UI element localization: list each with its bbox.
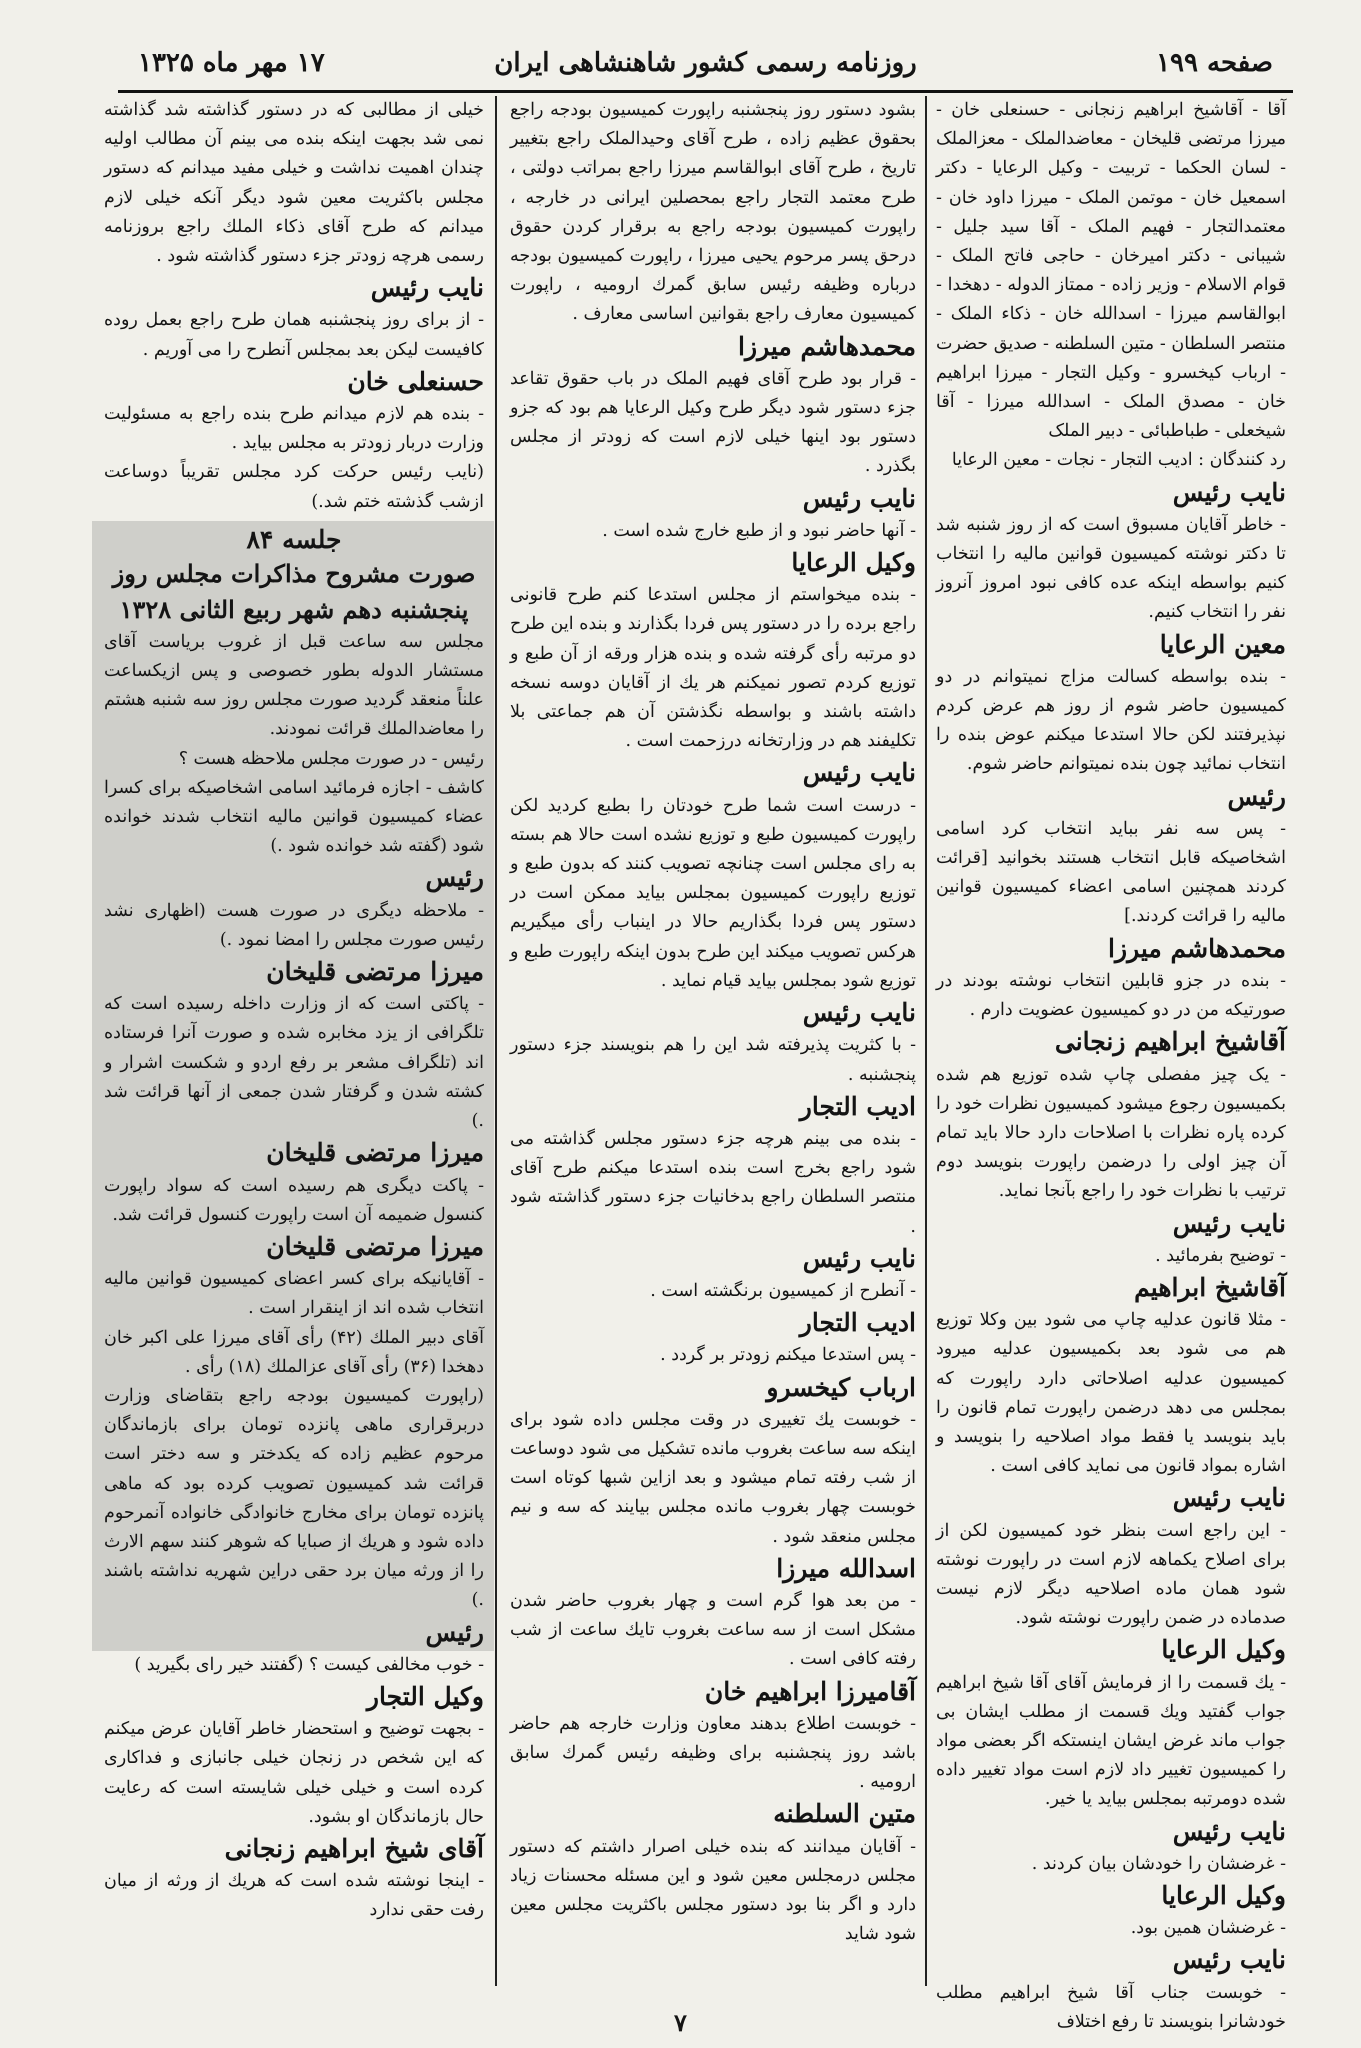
speaker-name: ادیب التجار (799, 1308, 916, 1338)
paragraph: رئیس - در صورت مجلس ملاحظه هست ؟ (178, 748, 484, 769)
speaker-name: حسنعلی خان (347, 366, 484, 396)
paragraph: کاشف - اجازه فرمائید اسامی اشخاصیکه برای کسرا عضاء کمیسیون قوانین مالیه انتخاب شدند خوانده شود (گفته شد خوانده شود .) (104, 777, 484, 857)
speaker-name: نایب رئیس (802, 758, 916, 788)
paragraph: آقا - آقاشیخ ابراهیم زنجانی - حسنعلی خان - میرزا مرتضی قلیخان - معاضدالملک - معزالملک - لسان الحکما - تربیت - وکیل الرعایا - دکتر اسمعیل خان - موتمن الملک - میرزا داود خان - معتمدالتجار - فهیم الملک - آقا سید جلیل - شیبانی - دکتر امیرخان - حاجی فاتح الملک - قوام الاسلام - وزیر زاده - ممتاز الدوله - دهخدا - ابوالقاسم میرزا - اسدالله خان - ذکاء الملک - منتصر السلطان - متین السلطنه - صدیق حضرت - ارباب کیخسرو - وکیل التجار - میرزا ابراهیم خان - مصدق الملک - اسدالله میرزا - آقا شیخعلی - طباطبائی - دبیر الملک (936, 100, 1286, 442)
paragraph: - غرضشان را خودشان بیان کردند . (1031, 1853, 1286, 1874)
speaker-name: نایب رئیس (370, 273, 484, 303)
paragraph: - آقایانیکه برای کسر اعضای کمیسیون قوانین مالیه انتخاب شده اند از اینقرار است . (104, 1269, 484, 1319)
paragraph: خیلی از مطالبی که در دستور گذاشته شد گذاشته نمی شد بجهت اینکه بنده می بینم آن مطالب اولیه چندان اهمیت نداشت و خیلی مفید میدانم که دستور مجلس باکثریت معین شود دیگر آنکه خیلی لازم میدانم که طرح آقای ذکاء الملك راجع بروزنامه رسمی هرچه زودتر جزء دستور گذاشته شود . (104, 100, 484, 267)
paragraph: آقای دبیر الملك (۴۲) رأی آقای میرزا علی اکبر خان دهخدا (۳۶) رأی آقای عزالملك (۱۸) رأی . (104, 1327, 484, 1377)
speaker-name: محمدهاشم میرزا (1108, 933, 1286, 963)
paragraph: - خوبست یك تغییری در وقت مجلس داده شود برای اینکه سه ساعت بغروب مانده تشکیل می شود دوساعت از شب رفته تمام میشود و بعد ازاین شبها کوتاه است خوبست چهار بغروب مانده مجلس بیایند که سه و نیم مجلس منعقد شود . (510, 1409, 916, 1547)
paragraph: - با کثریت پذیرفته شد این را هم بنویسند جزء دستور پنجشنبه . (510, 1035, 916, 1085)
paragraph: - بنده هم لازم میدانم طرح بنده راجع به مسئولیت وزارت دربار زودتر به مجلس بیاید . (104, 404, 484, 454)
speaker-name: آقاشیخ ابراهیم زنجانی (1054, 1027, 1286, 1057)
speaker-name: رئیس (425, 863, 484, 893)
speaker-name: رئیس (425, 1617, 484, 1647)
paragraph: - از برای روز پنجشنبه همان طرح راجع بعمل روده کافیست لیکن بعد بمجلس آنطرح را می آوریم . (104, 310, 484, 360)
speaker-name: آقای شیخ ابراهیم زنجانی (224, 1833, 484, 1863)
speaker-name: نایب رئیس (1172, 1816, 1286, 1846)
paragraph: - درست است شما طرح خودتان را بطبع کردید لکن راپورت کمیسیون طبع و توزیع نشده است حالا هم بسته به رای مجلس است چنانچه تصویب کنند که بدون طبع و توزیع راپورت کمیسیون بمجلس بیاید ممکن است در دستور پس فردا بگذاریم حالا در اینباب رأی میگیریم هرکس تصویب میکند این طرح بدون اینکه راپورت طبع و توزیع شود بمجلس بیاید قیام نماید . (510, 795, 916, 991)
speaker-name: محمدهاشم میرزا (738, 331, 916, 361)
speaker-name: نایب رئیس (1172, 1208, 1286, 1238)
page-header (118, 42, 1293, 88)
speaker-name: معین الرعایا (1159, 629, 1286, 659)
column-right (936, 96, 1286, 2032)
speaker-name: وکیل الرعایا (1161, 1880, 1286, 1910)
paragraph: - یک چیز مفصلی چاپ شده توزیع هم شده بکمیسیون رجوع میشود کمیسیون نظرات خود را کرده پاره نظرات با اصلاحات دارد حالا باید تمام آن چیز اولی را درضمن راپورت بنویسد دوم ترتیب با نظرات خود را راجع بآنجا نماید. (936, 1064, 1286, 1202)
column-middle (510, 96, 916, 1986)
speaker-name: نایب رئیس (1172, 1945, 1286, 1975)
speaker-name: اسدالله میرزا (776, 1553, 916, 1583)
paragraph: - غرضشان همین بود. (1130, 1918, 1286, 1939)
speaker-name: آقاشیخ ابراهیم (1134, 1272, 1286, 1302)
paragraph: مجلس سه ساعت قبل از غروب بریاست آقای مستشار الدوله بطور خصوصی و پس ازیکساعت علناً منعقد گردید صورت مجلس روز سه شنبه هشتم را معاضدالملك قرائت نمودند. (104, 631, 484, 740)
paragraph: - بنده در جزو قابلین انتخاب نوشته بودند در صورتیکه من در دو کمیسیون عضویت دارم . (936, 970, 1286, 1021)
paragraph: (راپورت کمیسیون بودجه راجع بتقاضای وزارت دربرقراری ماهی پانزده تومان برای بازماندگان مرحوم عظیم زاده که یکدختر و سه دختر است قرائت شد کمیسیون تصویب کرده بود که ماهی پانزده تومان برای مخارج خانوادگی خانواده آنمرحوم داده شود و هریك از صبایا که شوهر کنند سهم الارث را از ورثه میان برد حقی دراین شهریه نداشته باشند .) (104, 1385, 484, 1611)
page-number: ۷ (674, 2008, 687, 2037)
paragraph: - خوبست جناب آقا شیخ ابراهیم مطلب خودشانرا بنویسند تا رفع اختلاف (936, 1982, 1286, 2032)
speaker-name: نایب رئیس (1172, 1483, 1286, 1513)
paragraph: - بنده بواسطه کسالت مزاج نمیتوانم در دو کمیسیون حاضر شوم از روز هم عرض کردم نپذیرفتند لکن حالا استدعا میکنم عوض بنده را انتخاب نمائید چون بنده نمیتوانم حاضر شوم. (936, 666, 1286, 775)
header-rule (118, 90, 1293, 93)
speaker-name: وکیل الرعایا (791, 548, 916, 578)
paragraph: - خوبست اطلاع بدهند معاون وزارت خارجه هم حاضر باشد روز پنجشنبه برای وظیفه رئیس گمرك سابق ارومیه . (510, 1713, 916, 1793)
column-left-top (104, 96, 484, 517)
paragraph: - پاکتی است که از وزارت داخله رسیده است که تلگرافی از یزد مخابره شده و صورت آنرا فرستاده اند (تلگراف مشعر بر رفع اردو و شکست اشرار و کشته شدن و گرفتار شدن جمعی از آنها قرائت شد .) (104, 994, 484, 1132)
paragraph: - اینجا نوشته شده است که هریك از ورثه از میان رفت حقی ندارد (104, 1871, 484, 1921)
paragraph: - پس سه نفر بباید انتخاب کرد اسامی اشخاصیکه قابل انتخاب هستند بخوانید [قرائت کردند همچنین اسامی اعضاء کمیسیون قوانین مالیه را قرائت کردند.] (936, 818, 1286, 927)
session-title: صورت مشروح مذاکرات مجلس روز پنجشنبه دهم شهر ربیع الثانی ۱۳۲۸ (112, 558, 476, 624)
paragraph: - یك قسمت را از فرمایش آقای آقا شیخ ابراهیم جواب گفتید ویك قسمت از مطلب ایشان بی جواب ماند غرض ایشان اینستکه اگر بعضی مواد را کمیسیون تغییر داد لازم است مواد تغییر داده شده دومرتبه بمجلس بیاید یا خیر. (936, 1672, 1286, 1810)
paragraph: - آنها حاضر نبود و از طبع خارج شده است . (602, 520, 916, 541)
speaker-name: ارباب کیخسرو (766, 1372, 916, 1402)
paragraph: - آنطرح از کمیسیون برنگشته است . (650, 1280, 916, 1301)
paragraph: - بنده می بینم هرچه جزء دستور مجلس گذاشته می شود راجع بخرج است بنده استدعا میکنم طرح آقای منتصر السلطان راجع بدخانیات جزء دستور گذاشته شود . (510, 1128, 916, 1237)
paragraph: رد کنندگان : ادیب التجار - نجات - معین الرعایا (951, 450, 1286, 471)
paragraph: - مثلا قانون عدلیه چاپ می شود بین وکلا توزیع هم می شود بعد بکمیسیون عدلیه میرود کمیسیون عدلیه اصلاحاتی دارد راپورت که بمجلس می دهد درضمن راپورت تمام قانون را باید بنویسد یا فقط مواد اصلاحیه را بنویسد و اشاره بمواد قانون می نماید کافی است . (936, 1310, 1286, 1477)
paragraph: - این راجع است بنظر خود کمیسیون لکن از برای اصلاح یکماهه لازم است در راپورت نوشته شود همان ماده اصلاحیه دیگر لازم نیست صدماده در ضمن راپورت نوشته شود. (936, 1520, 1286, 1629)
column-divider (925, 96, 927, 1986)
paragraph: - بنده میخواستم از مجلس استدعا کنم طرح قانونی راجع برده را در دستور پس فردا بگذارند و بنده این طرح دو مرتبه رأی گرفته شده و بنده هزار ورقه از آن طبع و توزیع کردم تصور نمیکنم هر یك از آقایان دوسه نسخه داشته باشند و بواسطه نگذشتن آن هم جماعتی بلا تکلیفند هم در وزارتخانه درزحمت است . (510, 585, 916, 752)
paragraph: - من بعد هوا گرم است و چهار بغروب حاضر شدن مشکل است از سه ساعت بغروب تایك ساعت از شب رفته کافی است . (510, 1590, 916, 1670)
paragraph: - پس استدعا میکنم زودتر بر گردد . (660, 1345, 916, 1366)
paragraph: - توضیح بفرمائید . (1155, 1245, 1286, 1266)
speaker-name: نایب رئیس (802, 998, 916, 1028)
session-body (104, 628, 484, 1926)
speaker-name: میرزا مرتضی قلیخان (266, 957, 484, 987)
paragraph: - پاکت دیگری هم رسیده است که سواد راپورت کنسول ضمیمه آن است راپورت کنسول قرائت شد. (104, 1175, 484, 1225)
paragraph: - خاطر آقایان مسبوق است که از روز شنبه شد تا دکتر نوشته کمیسیون قوانین مالیه را انتخاب کنیم بواسطه اینکه عده کافی نبود امروز آنروز نفر را انتخاب کنیم. (936, 514, 1286, 623)
page-label: صفحه ۱۹۹ (1156, 48, 1273, 78)
speaker-name: نایب رئیس (802, 483, 916, 513)
speaker-name: میرزا مرتضی قلیخان (266, 1138, 484, 1168)
paragraph: - خوب مخالفی کیست ؟ (گفتند خیر رای بگیرید ) (134, 1654, 484, 1675)
speaker-name: وکیل التجار (366, 1681, 484, 1711)
paragraph: (نایب رئیس حرکت کرد مجلس تقریباً دوساعت ازشب گذشته ختم شد.) (104, 462, 484, 512)
paragraph: - آقایان میدانند که بنده خیلی اصرار داشتم که دستور مجلس درمجلس معین شود و این مسئله محسنات زیاد دارد و اگر بنا بود دستور مجلس باکثریت مجلس معین شود شاید (510, 1836, 916, 1945)
speaker-name: نایب رئیس (1172, 477, 1286, 507)
paragraph: - ملاحظه دیگری در صورت هست (اظهاری نشد رئیس صورت مجلس را امضا نمود .) (104, 900, 484, 950)
paragraph: - قرار بود طرح آقای فهیم الملک در باب حقوق تقاعد جزء دستور شود دیگر طرح وکیل الرعایا هم بود که جزو دستور بود اینها خیلی لازم است که زودتر از مجلس بگذرد . (510, 368, 916, 477)
paragraph: بشود دستور روز پنجشنبه راپورت کمیسیون بودجه راجع بحقوق عظیم زاده ، طرح آقای وحیدالملک راجع بتغییر تاریخ ، طرح آقای ابوالقاسم میرزا راجع بمراتب دولتی ، طرح معتمد التجار راجع بمحصلین ایرانی در خارجه ، راپورت کمیسیون بودجه راجع به برقرار کردن حقوق درحق پسر مرحوم یحیی میرزا ، راپورت کمیسیون بودجه درباره وظیفه رئیس سابق گمرك ارومیه ، راپورت کمیسیون معارف راجع بقوانین اساسی معارف . (510, 100, 916, 325)
speaker-name: آقامیرزا ابراهیم خان (704, 1676, 916, 1706)
paragraph: - بجهت توضیح و استحضار خاطر آقایان عرض میکنم که این شخص در زنجان خیلی جانبازی و فداکاری کرده است و خیلی خیلی شایسته است که رعایت حال بازماندگان او بشود. (104, 1719, 484, 1827)
speaker-name: وکیل الرعایا (1161, 1635, 1286, 1665)
newspaper-title: روزنامه رسمی کشور شاهنشاهی ایران (494, 48, 917, 78)
speaker-name: میرزا مرتضی قلیخان (266, 1231, 484, 1261)
session-number: جلسه ۸۴ (246, 524, 342, 554)
speaker-name: ادیب التجار (799, 1091, 916, 1121)
issue-date: ۱۷ مهر ماه ۱۳۲۵ (138, 48, 325, 78)
session-block (92, 521, 494, 1921)
column-left (104, 96, 484, 1986)
column-divider (495, 96, 497, 1986)
speaker-name: نایب رئیس (802, 1243, 916, 1273)
speaker-name: رئیس (1227, 781, 1286, 811)
speaker-name: متین السلطنه (773, 1799, 916, 1829)
